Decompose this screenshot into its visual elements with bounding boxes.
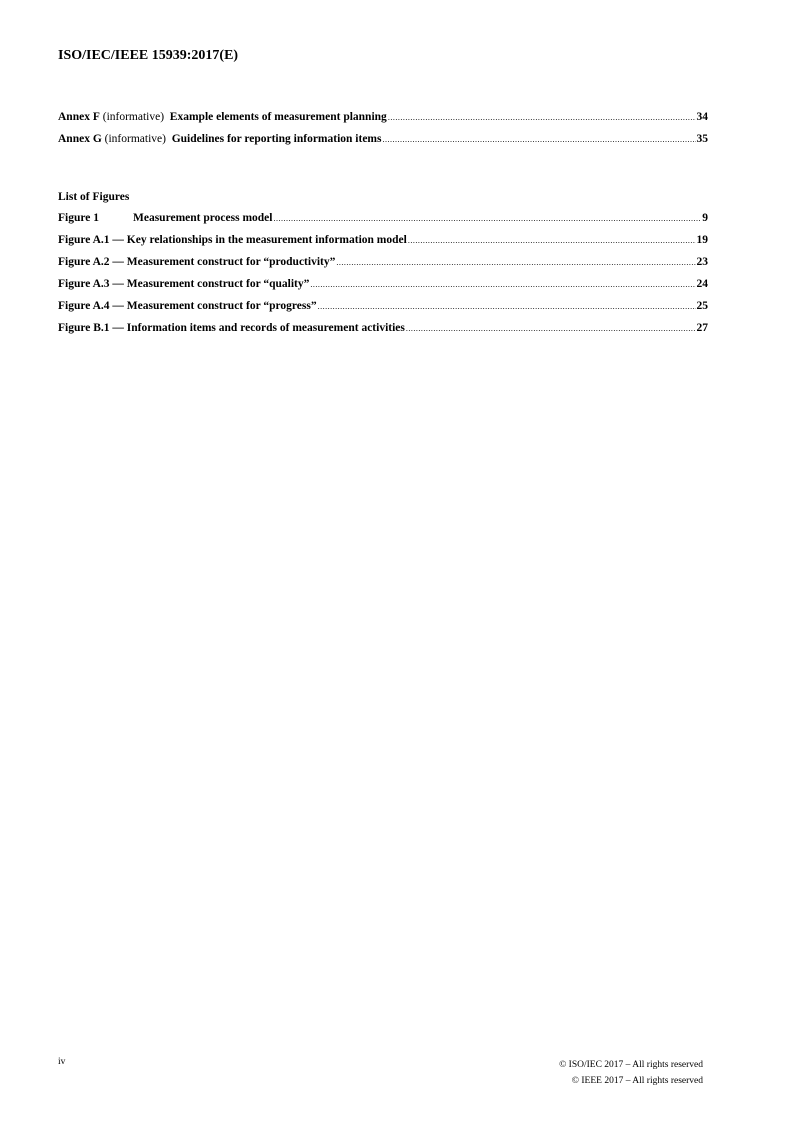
annex-type: (informative) (104, 133, 166, 145)
annex-label: Annex G (58, 133, 102, 145)
annex-title: Example elements of measurement planning (169, 111, 387, 123)
figure-label: Figure 1 (58, 212, 99, 224)
copyright-ieee: © IEEE 2017 – All rights reserved (571, 1076, 703, 1086)
dot-leader (388, 113, 696, 122)
dot-leader (336, 258, 695, 267)
figure-title: Measurement process model (133, 212, 273, 224)
footer-copyright (559, 1057, 703, 1089)
toc-entry-figure-a3[interactable] (58, 278, 708, 300)
annex-label: Annex F (58, 111, 100, 123)
dot-leader (408, 236, 696, 245)
annex-type: (informative) (102, 111, 165, 123)
dot-leader (273, 214, 701, 223)
annex-list (58, 111, 708, 155)
toc-entry-figure-1[interactable] (58, 212, 708, 234)
toc-entry-annex-f[interactable] (58, 111, 708, 133)
document-id-header: ISO/IEC/IEEE 15939:2017(E) (58, 48, 239, 63)
page-number: 23 (696, 256, 708, 268)
figure-list (58, 212, 708, 344)
figure-title: Figure A.2 — Measurement construct for “productivity” (58, 256, 336, 268)
toc-entry-figure-a1[interactable] (58, 234, 708, 256)
page-number: 27 (696, 322, 708, 334)
page-number: 24 (696, 278, 708, 290)
figure-title: Figure A.3 — Measurement construct for “quality” (58, 278, 310, 290)
dot-leader (382, 135, 695, 144)
dot-leader (318, 302, 696, 311)
figure-title: Figure A.4 — Measurement construct for “progress” (58, 300, 317, 312)
annex-title: Guidelines for reporting information items (171, 133, 382, 145)
page-number: 34 (696, 111, 708, 123)
page-number: 19 (696, 234, 708, 246)
page-number: 9 (702, 212, 708, 224)
toc-entry-figure-a2[interactable] (58, 256, 708, 278)
page-number: 35 (696, 133, 708, 145)
page-number: 25 (696, 300, 708, 312)
toc-entry-figure-a4[interactable] (58, 300, 708, 322)
footer-page-number: iv (58, 1057, 66, 1067)
copyright-iso: © ISO/IEC 2017 – All rights reserved (559, 1060, 703, 1070)
toc-entry-annex-g[interactable] (58, 133, 708, 155)
figure-title: Figure B.1 — Information items and records of measurement activities (58, 322, 405, 334)
list-of-figures-heading: List of Figures (58, 191, 130, 203)
figure-title: Figure A.1 — Key relationships in the measurement information model (58, 234, 407, 246)
toc-entry-figure-b1[interactable] (58, 322, 708, 344)
dot-leader (310, 280, 695, 289)
dot-leader (406, 324, 696, 333)
